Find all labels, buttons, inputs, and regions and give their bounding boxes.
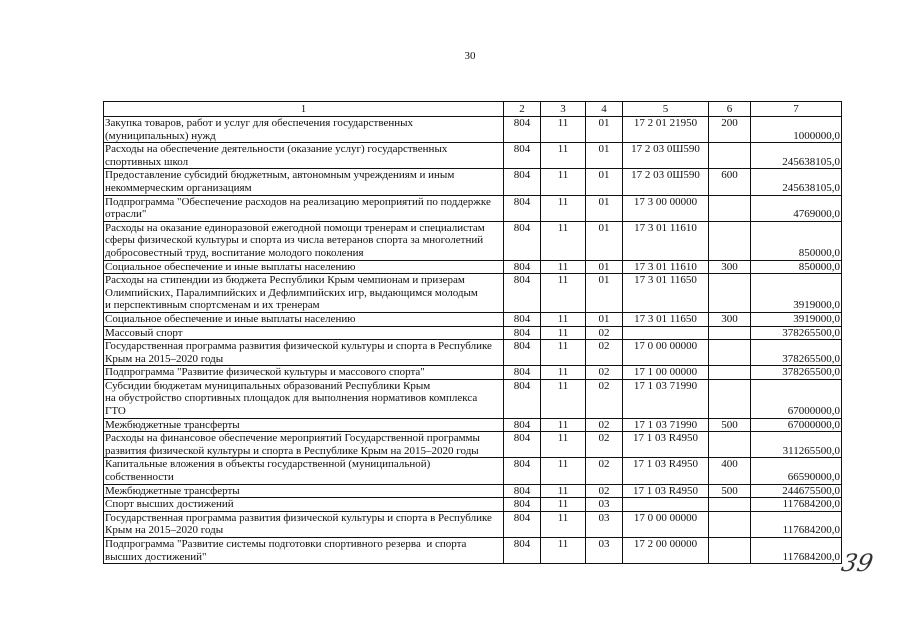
cell-col-2: 804 <box>504 498 541 512</box>
cell-col-6: 200 <box>709 117 751 143</box>
cell-amount: 378265500,0 <box>751 366 842 380</box>
cell-col-3: 11 <box>541 366 586 380</box>
cell-col-2: 804 <box>504 458 541 484</box>
cell-col-2: 804 <box>504 484 541 498</box>
cell-amount: 67000000,0 <box>751 418 842 432</box>
table-body <box>104 117 842 564</box>
cell-col-3: 11 <box>541 117 586 143</box>
cell-col-2: 804 <box>504 366 541 380</box>
header-col-4: 4 <box>586 102 623 117</box>
cell-amount: 117684200,0 <box>751 498 842 512</box>
cell-amount: 66590000,0 <box>751 458 842 484</box>
cell-col-4: 02 <box>586 418 623 432</box>
cell-col-5: 17 3 01 11610 <box>623 221 709 260</box>
table-row <box>104 117 842 143</box>
header-col-5: 5 <box>623 102 709 117</box>
table-row <box>104 169 842 195</box>
cell-col-2: 804 <box>504 340 541 366</box>
cell-col-3: 11 <box>541 458 586 484</box>
cell-col-3: 11 <box>541 418 586 432</box>
cell-col-3: 11 <box>541 195 586 221</box>
cell-col-4: 02 <box>586 379 623 418</box>
cell-amount: 378265500,0 <box>751 326 842 340</box>
cell-amount: 378265500,0 <box>751 340 842 366</box>
cell-amount: 850000,0 <box>751 221 842 260</box>
cell-col-5: 17 2 00 00000 <box>623 538 709 564</box>
header-col-2: 2 <box>504 102 541 117</box>
cell-col-4: 03 <box>586 538 623 564</box>
cell-col-2: 804 <box>504 195 541 221</box>
header-col-7: 7 <box>751 102 842 117</box>
cell-amount: 117684200,0 <box>751 538 842 564</box>
cell-amount: 1000000,0 <box>751 117 842 143</box>
cell-col-5: 17 1 03 R4950 <box>623 458 709 484</box>
table-row <box>104 195 842 221</box>
cell-description: Расходы на обеспечение деятельности (оказание услуг) государственных спортивных школ <box>104 143 504 169</box>
cell-col-4: 01 <box>586 143 623 169</box>
table-row <box>104 418 842 432</box>
cell-col-3: 11 <box>541 432 586 458</box>
cell-col-6 <box>709 432 751 458</box>
cell-description: Капитальные вложения в объекты государственной (муниципальной) собственности <box>104 458 504 484</box>
cell-amount: 850000,0 <box>751 260 842 274</box>
table-row <box>104 511 842 537</box>
cell-amount: 3919000,0 <box>751 274 842 313</box>
cell-amount: 4769000,0 <box>751 195 842 221</box>
cell-col-2: 804 <box>504 511 541 537</box>
table-row <box>104 326 842 340</box>
table-row <box>104 379 842 418</box>
cell-col-4: 02 <box>586 458 623 484</box>
cell-col-6: 500 <box>709 418 751 432</box>
cell-col-6: 300 <box>709 260 751 274</box>
cell-col-6 <box>709 340 751 366</box>
cell-description: Межбюджетные трансферты <box>104 484 504 498</box>
table-row <box>104 260 842 274</box>
cell-col-4: 01 <box>586 312 623 326</box>
cell-col-2: 804 <box>504 538 541 564</box>
cell-amount: 117684200,0 <box>751 511 842 537</box>
cell-col-4: 02 <box>586 432 623 458</box>
cell-col-4: 01 <box>586 260 623 274</box>
header-col-1: 1 <box>104 102 504 117</box>
cell-amount: 67000000,0 <box>751 379 842 418</box>
cell-description: Социальное обеспечение и иные выплаты населению <box>104 312 504 326</box>
cell-col-3: 11 <box>541 143 586 169</box>
table-row <box>104 458 842 484</box>
cell-description: Межбюджетные трансферты <box>104 418 504 432</box>
cell-col-4: 01 <box>586 221 623 260</box>
cell-description: Расходы на стипендии из бюджета Республики Крым чемпионам и призерам Олимпийских, Паралимпийских и Дефлимпийских игр, выдающимся молодым и перспективным спортсменам и их тренерам <box>104 274 504 313</box>
cell-col-5: 17 3 01 11610 <box>623 260 709 274</box>
table-header-row <box>104 102 842 117</box>
cell-col-5: 17 1 03 71990 <box>623 379 709 418</box>
cell-col-5: 17 1 03 R4950 <box>623 432 709 458</box>
cell-col-3: 11 <box>541 326 586 340</box>
cell-col-3: 11 <box>541 340 586 366</box>
cell-col-6 <box>709 195 751 221</box>
cell-col-5: 17 3 01 11650 <box>623 274 709 313</box>
cell-description: Субсидии бюджетам муниципальных образований Республики Крым на обустройство спортивных площадок для выполнения нормативов комплекса ГТО <box>104 379 504 418</box>
cell-col-6 <box>709 538 751 564</box>
cell-col-5 <box>623 326 709 340</box>
cell-col-5: 17 1 03 71990 <box>623 418 709 432</box>
cell-col-6 <box>709 511 751 537</box>
cell-col-5: 17 1 00 00000 <box>623 366 709 380</box>
budget-table <box>103 101 842 564</box>
cell-col-6 <box>709 366 751 380</box>
cell-col-5: 17 2 03 0Ш590 <box>623 143 709 169</box>
cell-col-2: 804 <box>504 117 541 143</box>
table-row <box>104 221 842 260</box>
header-col-3: 3 <box>541 102 586 117</box>
cell-col-6 <box>709 498 751 512</box>
cell-description: Расходы на финансовое обеспечение мероприятий Государственной программы развития физической культуры и спорта в Республике Крым на 2015–2020 годы <box>104 432 504 458</box>
cell-description: Государственная программа развития физической культуры и спорта в Республике Крым на 2015–2020 годы <box>104 511 504 537</box>
header-col-6: 6 <box>709 102 751 117</box>
table-row <box>104 274 842 313</box>
cell-col-4: 02 <box>586 340 623 366</box>
cell-description: Закупка товаров, работ и услуг для обеспечения государственных (муниципальных) нужд <box>104 117 504 143</box>
cell-col-3: 11 <box>541 260 586 274</box>
cell-col-6 <box>709 143 751 169</box>
cell-col-3: 11 <box>541 221 586 260</box>
cell-col-4: 01 <box>586 195 623 221</box>
cell-description: Массовый спорт <box>104 326 504 340</box>
table-row <box>104 366 842 380</box>
cell-description: Предоставление субсидий бюджетным, автономным учреждениям и иным некоммерческим организациям <box>104 169 504 195</box>
cell-amount: 245638105,0 <box>751 169 842 195</box>
table-row <box>104 538 842 564</box>
cell-description: Подпрограмма "Развитие физической культуры и массового спорта" <box>104 366 504 380</box>
cell-col-4: 02 <box>586 326 623 340</box>
cell-col-3: 11 <box>541 511 586 537</box>
cell-col-4: 02 <box>586 484 623 498</box>
cell-col-4: 01 <box>586 117 623 143</box>
cell-col-5: 17 0 00 00000 <box>623 340 709 366</box>
cell-col-6 <box>709 221 751 260</box>
cell-col-3: 11 <box>541 538 586 564</box>
cell-amount: 244675500,0 <box>751 484 842 498</box>
cell-description: Государственная программа развития физической культуры и спорта в Республике Крым на 2015–2020 годы <box>104 340 504 366</box>
cell-col-3: 11 <box>541 312 586 326</box>
cell-col-5: 17 3 00 00000 <box>623 195 709 221</box>
cell-col-3: 11 <box>541 484 586 498</box>
cell-col-2: 804 <box>504 418 541 432</box>
cell-col-5: 17 1 03 R4950 <box>623 484 709 498</box>
table-row <box>104 498 842 512</box>
cell-description: Расходы на оказание единоразовой ежегодной помощи тренерам и специалистам сферы физической культуры и спорта из числа ветеранов спорта за многолетний добросовестный труд, воспитание молодого поколения <box>104 221 504 260</box>
cell-col-2: 804 <box>504 260 541 274</box>
cell-col-2: 804 <box>504 221 541 260</box>
cell-col-2: 804 <box>504 274 541 313</box>
cell-description: Спорт высших достижений <box>104 498 504 512</box>
page-number: 30 <box>464 50 476 62</box>
cell-col-2: 804 <box>504 169 541 195</box>
cell-col-2: 804 <box>504 312 541 326</box>
cell-col-6: 600 <box>709 169 751 195</box>
cell-col-6: 400 <box>709 458 751 484</box>
cell-col-3: 11 <box>541 379 586 418</box>
table-row <box>104 432 842 458</box>
cell-col-6: 300 <box>709 312 751 326</box>
cell-col-6 <box>709 274 751 313</box>
table-row <box>104 484 842 498</box>
cell-amount: 311265500,0 <box>751 432 842 458</box>
table-row <box>104 312 842 326</box>
cell-description: Социальное обеспечение и иные выплаты населению <box>104 260 504 274</box>
cell-col-5 <box>623 498 709 512</box>
cell-col-5: 17 3 01 11650 <box>623 312 709 326</box>
cell-col-2: 804 <box>504 432 541 458</box>
cell-description: Подпрограмма "Развитие системы подготовки спортивного резерва и спорта высших достижений" <box>104 538 504 564</box>
cell-col-3: 11 <box>541 274 586 313</box>
handwritten-mark: 39 <box>839 549 876 577</box>
cell-col-3: 11 <box>541 498 586 512</box>
cell-col-5: 17 0 00 00000 <box>623 511 709 537</box>
cell-col-6 <box>709 379 751 418</box>
cell-col-4: 01 <box>586 274 623 313</box>
cell-col-4: 02 <box>586 366 623 380</box>
cell-col-2: 804 <box>504 143 541 169</box>
cell-col-5: 17 2 03 0Ш590 <box>623 169 709 195</box>
cell-amount: 3919000,0 <box>751 312 842 326</box>
cell-col-4: 03 <box>586 511 623 537</box>
cell-col-6 <box>709 326 751 340</box>
cell-col-2: 804 <box>504 379 541 418</box>
cell-description: Подпрограмма "Обеспечение расходов на реализацию мероприятий по поддержке отрасли" <box>104 195 504 221</box>
cell-amount: 245638105,0 <box>751 143 842 169</box>
cell-col-5: 17 2 01 21950 <box>623 117 709 143</box>
cell-col-4: 03 <box>586 498 623 512</box>
table-row <box>104 340 842 366</box>
cell-col-2: 804 <box>504 326 541 340</box>
cell-col-4: 01 <box>586 169 623 195</box>
table-row <box>104 143 842 169</box>
cell-col-6: 500 <box>709 484 751 498</box>
cell-col-3: 11 <box>541 169 586 195</box>
